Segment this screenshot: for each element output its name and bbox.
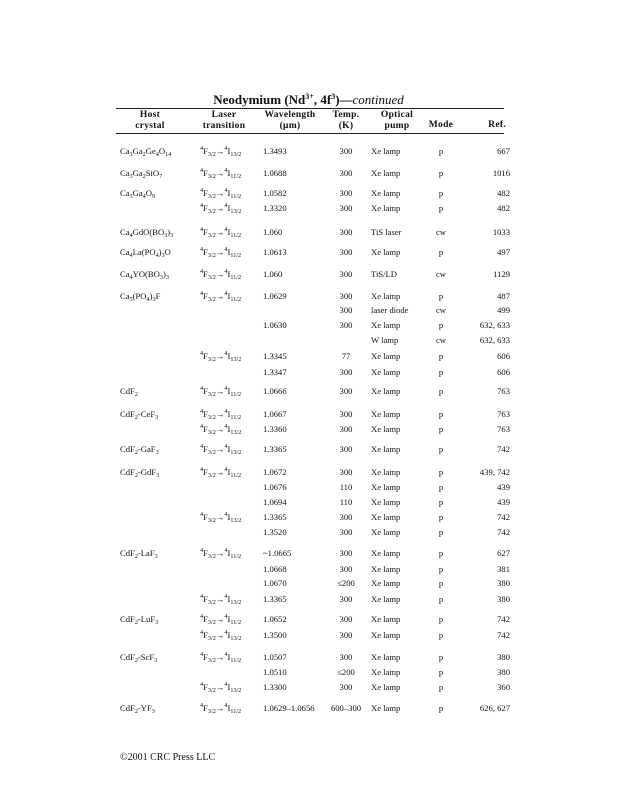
temperature-cell: 300 <box>339 291 353 301</box>
header-wavelength: Wavelength (μm) <box>264 110 316 131</box>
table-row <box>0 593 617 605</box>
host-cell: $Ca_4YO(BO_3)_3$ <box>120 269 169 281</box>
temperature-cell: 77 <box>341 351 351 361</box>
host-cell: $Ca_3Ga_4O_9$ <box>120 188 156 200</box>
transition-cell: $^4F_{3/2}\to^4I_{11/2}$ <box>200 187 242 200</box>
temperature-cell: 300 <box>339 614 353 624</box>
pump-cell: W lamp <box>371 335 399 345</box>
temperature-cell: 300 <box>339 386 353 396</box>
temperature-cell: 300 <box>339 682 353 692</box>
wavelength-cell: 1.0670 <box>263 578 287 588</box>
table-row <box>0 526 617 538</box>
wavelength-cell: 1.0629–1.0656 <box>263 703 315 713</box>
wavelength-cell: 1.0666 <box>263 386 287 396</box>
pump-cell: Xe lamp <box>371 146 401 156</box>
transition-cell: $^4F_{3/2}\to^4I_{13/2}$ <box>200 443 242 456</box>
ref-cell: 482 <box>497 203 510 213</box>
pump-cell: Xe lamp <box>371 614 401 624</box>
transition-cell: $^4F_{3/2}\to^4I_{13/2}$ <box>200 593 242 606</box>
temperature-cell: 300 <box>339 548 353 558</box>
table-row <box>0 167 617 179</box>
ref-cell: 360 <box>497 682 510 692</box>
wavelength-cell: 1.3365 <box>263 594 287 604</box>
mode-cell: p <box>438 424 444 434</box>
ref-cell: 742 <box>497 614 510 624</box>
transition-cell: $^4F_{3/2}\to^4I_{11/2}$ <box>200 226 242 239</box>
pump-cell: Xe lamp <box>371 291 401 301</box>
table-row <box>0 496 617 508</box>
host-cell: CdF$_2$-GaF$_3$ <box>120 444 159 456</box>
temperature-cell: 300 <box>339 227 353 237</box>
ref-cell: 606 <box>497 367 510 377</box>
wavelength-cell: 1.3493 <box>263 146 287 156</box>
pump-cell: Xe lamp <box>371 367 401 377</box>
temperature-cell: 300 <box>339 247 353 257</box>
mode-cell: p <box>438 548 444 558</box>
transition-cell: $^4F_{3/2}\to^4I_{11/2}$ <box>200 385 242 398</box>
ref-cell: 627 <box>497 548 510 558</box>
wavelength-cell: 1.060 <box>263 269 283 279</box>
mode-cell: cw <box>435 269 447 279</box>
temperature-cell: 300 <box>339 512 353 522</box>
ref-cell: 497 <box>497 247 510 257</box>
mode-cell: p <box>438 467 444 477</box>
ref-cell: 380 <box>497 667 510 677</box>
mode-cell: p <box>438 146 444 156</box>
wavelength-cell: 1.0652 <box>263 614 287 624</box>
copyright-footer: ©2001 CRC Press LLC <box>120 752 216 763</box>
ref-cell: 482 <box>497 188 510 198</box>
header-host: Host crystal <box>135 110 165 131</box>
wavelength-cell: 1.0630 <box>263 320 287 330</box>
ref-cell: 487 <box>497 291 510 301</box>
host-cell: CdF$_2$-LaF$_3$ <box>120 548 158 560</box>
pump-cell: Xe lamp <box>371 320 401 330</box>
mode-cell: p <box>438 614 444 624</box>
table-row <box>0 202 617 214</box>
mode-cell: p <box>438 367 444 377</box>
wavelength-cell: 1.3520 <box>263 527 287 537</box>
mode-cell: p <box>438 444 444 454</box>
pump-cell: Xe lamp <box>371 594 401 604</box>
header-transition: Laser transition <box>202 110 246 131</box>
pump-cell: Xe lamp <box>371 444 401 454</box>
ref-cell: 742 <box>497 630 510 640</box>
ref-cell: 1016 <box>492 168 510 178</box>
mode-cell: p <box>438 594 444 604</box>
wavelength-cell: 1.3360 <box>263 424 287 434</box>
host-cell: CdF$_2$-LuF$_3$ <box>120 614 159 626</box>
ref-cell: 499 <box>497 305 510 315</box>
temperature-cell: ≤200 <box>337 667 355 677</box>
table-row <box>0 666 617 678</box>
table-row <box>0 651 617 663</box>
wavelength-cell: 1.3365 <box>263 444 287 454</box>
table-row <box>0 290 617 302</box>
ref-cell: 626, 627 <box>479 703 510 713</box>
ref-cell: 439, 742 <box>479 467 510 477</box>
temperature-cell: 300 <box>339 146 353 156</box>
transition-cell: $^4F_{3/2}\to^4I_{13/2}$ <box>200 350 242 363</box>
wavelength-cell: 1.0629 <box>263 291 287 301</box>
temperature-cell: 300 <box>339 203 353 213</box>
ref-cell: 439 <box>497 497 510 507</box>
mode-cell: p <box>438 320 444 330</box>
ref-cell: 763 <box>497 424 510 434</box>
pump-cell: Xe lamp <box>371 667 401 677</box>
table-row <box>0 385 617 397</box>
mode-cell: p <box>438 682 444 692</box>
transition-cell: $^4F_{3/2}\to^4I_{13/2}$ <box>200 511 242 524</box>
wavelength-cell: 1.060 <box>263 227 283 237</box>
table-row <box>0 629 617 641</box>
host-cell: CdF$_2$-ScF$_3$ <box>120 652 158 664</box>
mode-cell: p <box>438 351 444 361</box>
ref-cell: 606 <box>497 351 510 361</box>
ref-cell: 1129 <box>493 269 510 279</box>
temperature-cell: 300 <box>339 444 353 454</box>
mode-cell: p <box>438 291 444 301</box>
temperature-cell: 300 <box>339 652 353 662</box>
mode-cell: p <box>438 703 444 713</box>
transition-cell: $^4F_{3/2}\to^4I_{13/2}$ <box>200 629 242 642</box>
ref-cell: 763 <box>497 409 510 419</box>
temperature-cell: 300 <box>339 467 353 477</box>
wavelength-cell: 1.0694 <box>263 497 287 507</box>
temperature-cell: 110 <box>339 497 353 507</box>
mode-cell: p <box>438 386 444 396</box>
host-cell: CdF$_2$-GdF$_3$ <box>120 467 160 479</box>
host-cell: $CdF_2-YF_3$ <box>120 703 155 715</box>
ref-cell: 742 <box>497 444 510 454</box>
mode-cell: p <box>438 667 444 677</box>
wavelength-cell: 1.0582 <box>263 188 287 198</box>
temperature-cell: 300 <box>339 188 353 198</box>
host-cell: $Ca_5(PO_4)_3F$ <box>120 291 161 303</box>
pump-cell: Xe lamp <box>371 548 401 558</box>
header-ref: Ref. <box>488 120 506 130</box>
host-cell: CdF$_2$-CeF$_3$ <box>120 409 159 421</box>
pump-cell: Xe lamp <box>371 203 401 213</box>
ref-cell: 742 <box>497 512 510 522</box>
table-row <box>0 443 617 455</box>
ref-cell: 667 <box>497 146 510 156</box>
table-title-main: Neodymium ($Nd^{3+}$, $4f^3)—$ <box>213 92 353 107</box>
pump-cell: Xe lamp <box>371 386 401 396</box>
ref-cell: 380 <box>497 594 510 604</box>
mode-cell: cw <box>435 335 447 345</box>
pump-cell: Xe lamp <box>371 351 401 361</box>
table-row <box>0 226 617 238</box>
pump-cell: Xe lamp <box>371 703 401 713</box>
ref-cell: 380 <box>497 578 510 588</box>
transition-cell: $^4F_{3/2}\to^4I_{11/2}$ <box>200 466 242 479</box>
wavelength-cell: 1.0507 <box>263 652 287 662</box>
pump-cell: Xe lamp <box>371 578 401 588</box>
pump-cell: Xe lamp <box>371 247 401 257</box>
table-row <box>0 145 617 157</box>
temperature-cell: 300 <box>339 320 353 330</box>
transition-cell: $^4F_{3/2}\to^4I_{11/2}$ <box>200 651 242 664</box>
table-row <box>0 423 617 435</box>
temperature-cell: 600–300 <box>330 703 362 713</box>
temperature-cell: 300 <box>339 424 353 434</box>
transition-cell: $^4F_{3/2}\to^4I_{11/2}$ <box>200 290 242 303</box>
temperature-cell: 300 <box>339 409 353 419</box>
temperature-cell: 300 <box>339 564 353 574</box>
wavelength-cell: 1.0667 <box>263 409 287 419</box>
temperature-cell: 300 <box>339 305 353 315</box>
transition-cell: $^4F_{3/2}\to^4I_{11/2}$ <box>200 268 242 281</box>
table-row <box>0 681 617 693</box>
host-cell: $Ca_3Ga_2Ge_4O_{14}$ <box>120 146 172 158</box>
transition-cell: $^4F_{3/2}\to^4I_{13/2}$ <box>200 681 242 694</box>
table-row <box>0 408 617 420</box>
mode-cell: p <box>438 564 444 574</box>
ref-cell: 1033 <box>492 227 510 237</box>
temperature-cell: 300 <box>339 527 353 537</box>
wavelength-cell: 1.0688 <box>263 168 287 178</box>
transition-cell: $^4F_{3/2}\to^4I_{11/2}$ <box>200 167 242 180</box>
table-title-continued: continued <box>352 92 404 107</box>
ref-cell: 380 <box>497 652 510 662</box>
mode-cell: p <box>438 630 444 640</box>
header-mode: Mode <box>428 120 454 130</box>
pump-cell: TiS laser <box>371 227 402 237</box>
mode-cell: cw <box>435 227 447 237</box>
pump-cell: TiS/LD <box>371 269 397 279</box>
temperature-cell: ≤200 <box>337 578 355 588</box>
temperature-cell: 300 <box>339 630 353 640</box>
mode-cell: p <box>438 652 444 662</box>
ref-cell: 632, 633 <box>479 335 510 345</box>
pump-cell: Xe lamp <box>371 630 401 640</box>
ref-cell: 632, 633 <box>479 320 510 330</box>
wavelength-cell: ~1.0665 <box>263 548 292 558</box>
transition-cell: $^4F_{3/2}\to^4I_{11/2}$ <box>200 547 242 560</box>
mode-cell: p <box>438 409 444 419</box>
transition-cell: $^4F_{3/2}\to^4I_{11/2}$ <box>200 408 242 421</box>
mode-cell: p <box>438 527 444 537</box>
wavelength-cell: 1.3365 <box>263 512 287 522</box>
table-row <box>0 481 617 493</box>
table-row <box>0 246 617 258</box>
mode-cell: p <box>438 247 444 257</box>
mode-cell: p <box>438 578 444 588</box>
wavelength-cell: 1.3320 <box>263 203 287 213</box>
pump-cell: Xe lamp <box>371 652 401 662</box>
pump-cell: Xe lamp <box>371 188 401 198</box>
mode-cell: p <box>438 203 444 213</box>
table-row <box>0 613 617 625</box>
pump-cell: Xe lamp <box>371 682 401 692</box>
wavelength-cell: 1.0668 <box>263 564 287 574</box>
transition-cell: $^4F_{3/2}\to^4I_{11/2}$ <box>200 702 242 715</box>
pump-cell: Xe lamp <box>371 527 401 537</box>
temperature-cell: 300 <box>339 269 353 279</box>
pump-cell: Xe lamp <box>371 424 401 434</box>
host-cell: $Ca_3Ga_2SiO_7$ <box>120 168 163 180</box>
transition-cell: $^4F_{3/2}\to^4I_{13/2}$ <box>200 202 242 215</box>
table-row <box>0 366 617 378</box>
ref-cell: 763 <box>497 386 510 396</box>
pump-cell: Xe lamp <box>371 482 401 492</box>
table-row <box>0 187 617 199</box>
table-row <box>0 319 617 331</box>
wavelength-cell: 1.0510 <box>263 667 287 677</box>
wavelength-cell: 1.0672 <box>263 467 287 477</box>
ref-cell: 439 <box>497 482 510 492</box>
host-cell: $Ca_4La(PO_4)_3O$ <box>120 247 171 259</box>
temperature-cell: 300 <box>339 594 353 604</box>
pump-cell: Xe lamp <box>371 512 401 522</box>
mode-cell: p <box>438 497 444 507</box>
header-optical-pump: Optical pump <box>380 110 414 131</box>
host-cell: $Ca_4GdO(BO_3)_3$ <box>120 227 174 239</box>
ref-cell: 381 <box>497 564 510 574</box>
wavelength-cell: 1.0676 <box>263 482 287 492</box>
header-temperature: Temp. (K) <box>332 110 360 131</box>
pump-cell: Xe lamp <box>371 564 401 574</box>
mode-cell: p <box>438 512 444 522</box>
mode-cell: p <box>438 188 444 198</box>
table-row <box>0 304 617 316</box>
mode-cell: p <box>438 168 444 178</box>
table-row <box>0 563 617 575</box>
temperature-cell: 300 <box>339 367 353 377</box>
pump-cell: Xe lamp <box>371 467 401 477</box>
wavelength-cell: 1.3300 <box>263 682 287 692</box>
temperature-cell: 110 <box>339 482 353 492</box>
transition-cell: $^4F_{3/2}\to^4I_{13/2}$ <box>200 145 242 158</box>
pump-cell: laser diode <box>371 305 409 315</box>
table-row <box>0 577 617 589</box>
table-row <box>0 466 617 478</box>
transition-cell: $^4F_{3/2}\to^4I_{11/2}$ <box>200 613 242 626</box>
table-row <box>0 268 617 280</box>
mode-cell: p <box>438 482 444 492</box>
wavelength-cell: 1.3345 <box>263 351 287 361</box>
pump-cell: Xe lamp <box>371 497 401 507</box>
table-row <box>0 702 617 714</box>
wavelength-cell: 1.3500 <box>263 630 287 640</box>
temperature-cell: 300 <box>339 168 353 178</box>
table-row <box>0 334 617 346</box>
host-cell: CdF$_2$ <box>120 386 138 398</box>
pump-cell: Xe lamp <box>371 409 401 419</box>
table-row <box>0 350 617 362</box>
ref-cell: 742 <box>497 527 510 537</box>
table-row <box>0 511 617 523</box>
wavelength-cell: 1.3347 <box>263 367 287 377</box>
wavelength-cell: 1.0613 <box>263 247 287 257</box>
pump-cell: Xe lamp <box>371 168 401 178</box>
transition-cell: $^4F_{3/2}\to^4I_{11/2}$ <box>200 246 242 259</box>
mode-cell: cw <box>435 305 447 315</box>
table-row <box>0 547 617 559</box>
transition-cell: $^4F_{3/2}\to^4I_{13/2}$ <box>200 423 242 436</box>
